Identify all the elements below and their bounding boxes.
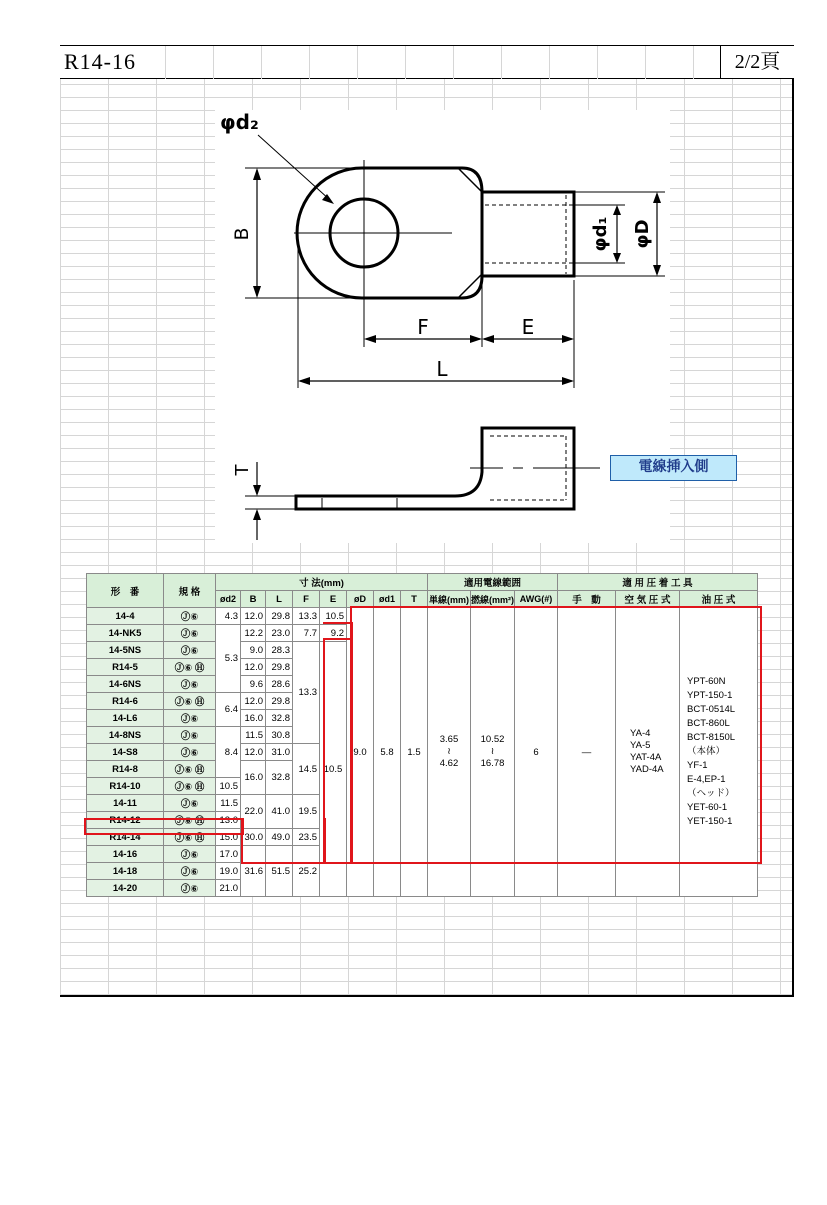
label-B: B xyxy=(231,227,253,241)
E-cell: 9.2 xyxy=(320,625,347,642)
header-dims: 寸 法(mm) xyxy=(216,574,428,591)
page-number: 2/2頁 xyxy=(720,46,794,79)
header-T: T xyxy=(401,591,428,608)
label-d1: φd₁ xyxy=(590,216,611,252)
model-cell: 14-4 xyxy=(87,608,164,625)
B-cell: 22.0 xyxy=(241,795,266,829)
terminal-side-outline xyxy=(296,428,574,509)
header-E: E xyxy=(320,591,347,608)
B-cell: 12.0 xyxy=(241,744,266,761)
spec-cell: Ⓙ⑥ Ⓗ xyxy=(164,761,216,778)
label-d2: φd₂ xyxy=(220,110,259,134)
B-cell: 12.0 xyxy=(241,608,266,625)
L-cell: 23.0 xyxy=(266,625,293,642)
spec-cell: Ⓙ⑥ xyxy=(164,863,216,880)
B-cell: 12.0 xyxy=(241,659,266,676)
hydraulic-tools-cell: YPT-60N YPT-150-1 BCT-0514L BCT-860L BCT-8150L （本体） YF-1 E-4,EP-1 （ヘッド） YET-60-1 YET-150-1 xyxy=(680,608,758,897)
model-cell: R14-14 xyxy=(87,829,164,846)
model-cell: 14-6NS xyxy=(87,676,164,693)
B-cell: 12.2 xyxy=(241,625,266,642)
header-L: L xyxy=(266,591,293,608)
awg-cell: 6 xyxy=(515,608,558,897)
header-d2: ød2 xyxy=(216,591,241,608)
F-cell: 13.3 xyxy=(293,642,320,744)
model-cell: 14-S8 xyxy=(87,744,164,761)
shared-T-cell: 1.5 xyxy=(401,608,428,897)
d2-cell: 21.0 xyxy=(216,880,241,897)
model-cell: 14-NK5 xyxy=(87,625,164,642)
d2-cell: 11.5 xyxy=(216,795,241,812)
B-cell: 16.0 xyxy=(241,761,266,795)
B-cell: 16.0 xyxy=(241,710,266,727)
L-cell: 32.8 xyxy=(266,761,293,795)
B-cell: 30.0 xyxy=(241,829,266,846)
header-wire: 適用電線範囲 xyxy=(428,574,558,591)
single-wire-range-cell: 3.65 ≀ 4.62 xyxy=(428,608,471,897)
shared-d1-cell: 5.8 xyxy=(374,608,401,897)
model-cell: R14-8 xyxy=(87,761,164,778)
header-manual: 手 動 xyxy=(558,591,616,608)
shared-D-cell: 9.0 xyxy=(347,608,374,897)
spec-cell: Ⓙ⑥ Ⓗ xyxy=(164,693,216,710)
spec-cell: Ⓙ⑥ Ⓗ xyxy=(164,659,216,676)
shared-E-cell: 10.5 xyxy=(320,642,347,897)
stranded-wire-range-cell: 10.52 ≀ 16.78 xyxy=(471,608,515,897)
header-awg: AWG(#) xyxy=(515,591,558,608)
header-single: 単線(mm) xyxy=(428,591,471,608)
header-pneumatic: 空 気 圧 式 xyxy=(616,591,680,608)
header-B: B xyxy=(241,591,266,608)
header-hydraulic: 油 圧 式 xyxy=(680,591,758,608)
d2-cell: 6.4 xyxy=(216,693,241,727)
spec-cell: Ⓙ⑥ Ⓗ xyxy=(164,778,216,795)
spec-cell: Ⓙ⑥ Ⓗ xyxy=(164,829,216,846)
spec-cell: Ⓙ⑥ xyxy=(164,608,216,625)
label-L: L xyxy=(436,357,448,381)
L-cell: 51.5 xyxy=(266,846,293,897)
d2-cell: 5.3 xyxy=(216,625,241,693)
d2-cell: 13.0 xyxy=(216,812,241,829)
F-cell: 19.5 xyxy=(293,795,320,829)
L-cell: 29.8 xyxy=(266,608,293,625)
spec-cell: Ⓙ⑥ xyxy=(164,642,216,659)
spec-cell: Ⓙ⑥ xyxy=(164,880,216,897)
E-cell: 10.5 xyxy=(320,608,347,625)
manual-tool-cell: — xyxy=(558,608,616,897)
F-cell: 13.3 xyxy=(293,608,320,625)
label-T: T xyxy=(232,464,253,476)
model-cell: 14-L6 xyxy=(87,710,164,727)
header-tools: 適 用 圧 着 工 具 xyxy=(558,574,758,591)
model-cell: 14-5NS xyxy=(87,642,164,659)
model-cell: 14-8NS xyxy=(87,727,164,744)
d2-cell: 15.0 xyxy=(216,829,241,846)
L-cell: 32.8 xyxy=(266,710,293,727)
document-id: R14-16 xyxy=(64,49,136,74)
label-E: E xyxy=(521,315,535,339)
model-cell: R14-6 xyxy=(87,693,164,710)
L-cell: 30.8 xyxy=(266,727,293,744)
spec-cell: Ⓙ⑥ xyxy=(164,795,216,812)
spec-cell: Ⓙ⑥ xyxy=(164,727,216,744)
label-F: F xyxy=(417,315,429,339)
L-cell: 28.3 xyxy=(266,642,293,659)
header-spec: 規 格 xyxy=(164,574,216,608)
L-cell: 28.6 xyxy=(266,676,293,693)
F-cell: 7.7 xyxy=(293,625,320,642)
spec-cell: Ⓙ⑥ xyxy=(164,676,216,693)
spec-cell: Ⓙ⑥ xyxy=(164,710,216,727)
spec-cell: Ⓙ⑥ xyxy=(164,625,216,642)
table-row xyxy=(87,608,758,625)
B-cell: 9.6 xyxy=(241,676,266,693)
d2-cell: 17.0 xyxy=(216,846,241,863)
header-D: øD xyxy=(347,591,374,608)
model-cell: 14-11 xyxy=(87,795,164,812)
header-stranded: 撚線(mm²) xyxy=(471,591,515,608)
model-cell: 14-18 xyxy=(87,863,164,880)
B-cell: 31.6 xyxy=(241,846,266,897)
header-F: F xyxy=(293,591,320,608)
header-d1: ød1 xyxy=(374,591,401,608)
spec-cell: Ⓙ⑥ Ⓗ xyxy=(164,812,216,829)
model-cell: 14-20 xyxy=(87,880,164,897)
B-cell: 11.5 xyxy=(241,727,266,744)
model-cell: 14-16 xyxy=(87,846,164,863)
model-cell: R14-12 xyxy=(87,812,164,829)
F-cell: 23.5 xyxy=(293,829,320,846)
pneumatic-tools-cell: YA-4 YA-5 YAT-4A YAD-4A xyxy=(616,608,680,897)
header-model: 形 番 xyxy=(87,574,164,608)
spec-cell: Ⓙ⑥ xyxy=(164,744,216,761)
label-D: φD xyxy=(632,219,653,249)
d2-cell: 19.0 xyxy=(216,863,241,880)
L-cell: 31.0 xyxy=(266,744,293,761)
d2-cell: 10.5 xyxy=(216,778,241,795)
L-cell: 29.8 xyxy=(266,693,293,710)
L-cell: 41.0 xyxy=(266,795,293,829)
model-cell: R14-10 xyxy=(87,778,164,795)
spec-table xyxy=(86,573,758,897)
d2-cell: 8.4 xyxy=(216,727,241,778)
B-cell: 9.0 xyxy=(241,642,266,659)
d2-cell: 4.3 xyxy=(216,608,241,625)
insertion-side-label: 電線挿入側 xyxy=(610,455,737,481)
spec-cell: Ⓙ⑥ xyxy=(164,846,216,863)
B-cell: 12.0 xyxy=(241,693,266,710)
F-cell: 25.2 xyxy=(293,846,320,897)
L-cell: 29.8 xyxy=(266,659,293,676)
L-cell: 49.0 xyxy=(266,829,293,846)
F-cell: 14.5 xyxy=(293,744,320,795)
model-cell: R14-5 xyxy=(87,659,164,676)
